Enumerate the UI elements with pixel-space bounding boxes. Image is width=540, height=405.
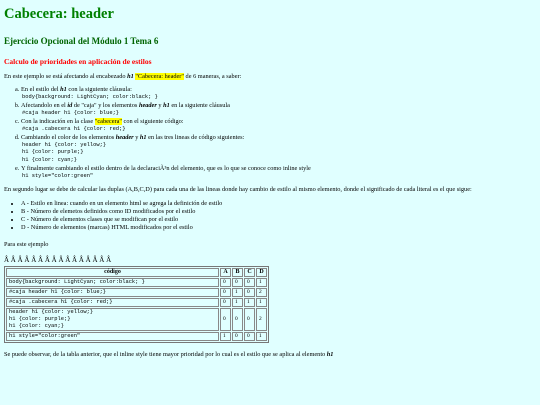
d-cell: 1 — [256, 332, 267, 341]
legend-list — [4, 200, 536, 233]
b-cell: 0 — [232, 332, 243, 341]
header-codigo: código — [6, 268, 219, 277]
a-cell: 1 — [220, 332, 231, 341]
code-line: h1 style="color:green" — [22, 172, 94, 179]
list-item: • C - Número de elementos clases que se modifican por el estilo — [21, 216, 536, 224]
code-cell: h1 style="color:green" — [6, 332, 219, 341]
list-item: b. Afectandolo en el id de "caja" y los elementos header y h1 en la siguiente cláusula #caja header h1 {color: blue;} — [21, 102, 536, 118]
code-cell: #caja header h1 {color: blue;} — [6, 288, 219, 297]
code-line: h1 {color: cyan;} — [22, 156, 77, 163]
list-item: e. Y finalmente cambiando el estilo dentro de la declaraciÃ³n del elemento, que es lo que se conoce como inline style h1 style="color:green" — [21, 165, 536, 181]
list-item: a. En el estilo del h1 con la siguiente cláusula: body{background: LightCyan; color:black; } — [21, 86, 536, 102]
code-cell: header h1 {color: yellow;} h1 {color: purple;} h1 {color: cyan;} — [6, 308, 219, 331]
code-line: #caja .cabecera h1 {color: red;} — [22, 126, 126, 132]
garbled-text: Â Â Â Â Â Â Â Â Â Â Â Â Â Â Â Â — [4, 255, 112, 264]
table-row — [6, 288, 267, 297]
list-item: • A - Estilo en linea: cuando en un elemento html se agrega la definición de estilo — [21, 200, 536, 208]
table-row — [6, 298, 267, 307]
page-subtitle: Ejercicio Opcional del Módulo 1 Tema 6 — [4, 36, 159, 46]
table-header-row — [6, 268, 267, 277]
intro-paragraph: En este ejemplo se está afectando al encabezado h1 "Cabecera: header" de 6 maneras, a saber: — [4, 73, 242, 80]
c-cell: 0 — [244, 278, 255, 287]
b-cell: 0 — [232, 278, 243, 287]
b-cell: 1 — [232, 298, 243, 307]
code-cell: body{background: LightCyan; color:black; } — [6, 278, 219, 287]
list-item: • D - Número de elementos (marcas) HTML modificados por el estilo — [21, 224, 536, 232]
code-line: header h1 {color: yellow;} — [22, 141, 107, 148]
a-cell: 0 — [220, 288, 231, 297]
list-item: d. Cambiando el color de los elementos header y h1 en las tres lineas de código siguientes: header h1 {color: yellow;} h1 {color: purple;} h1 {color: cyan;} — [21, 134, 536, 165]
d-cell: 1 — [256, 278, 267, 287]
code-line: body{background: LightCyan; color:black; } — [22, 94, 158, 101]
page-title: Cabecera: header — [4, 6, 114, 22]
c-cell: 0 — [244, 332, 255, 341]
list-item: • B - Número de elemetos definidos como ID modificados por el estilo — [21, 208, 536, 216]
table-row — [6, 278, 267, 287]
d-cell: 2 — [256, 288, 267, 297]
example-label: Para este ejemplo — [4, 241, 49, 249]
b-cell: 1 — [232, 288, 243, 297]
header-d: D — [256, 268, 267, 277]
c-cell: 0 — [244, 308, 255, 331]
section-heading: Calculo de prioridades en aplicación de estilos — [4, 57, 152, 66]
second-paragraph: En segundo lugar se debe de calcular las duplas (A,B,C,D) para cada una de las lineas donde hay cambio de estilo al mismo elemento, donde el significado de cada literal es el que sigue: — [4, 186, 472, 194]
highlighted-header: "Cabecera: header" — [135, 73, 184, 80]
code-line: #caja header h1 {color: blue;} — [22, 110, 120, 117]
code-cell: #caja .cabecera h1 {color: red;} — [6, 298, 219, 307]
priority-table — [4, 266, 269, 343]
header-b: B — [232, 268, 243, 277]
c-cell: 0 — [244, 288, 255, 297]
table-row — [6, 308, 267, 331]
steps-list — [4, 86, 536, 180]
header-a: A — [220, 268, 231, 277]
conclusion-paragraph: Se puede observar, de la tabla anterior, que el inline style tiene mayor prioridad por lo cual es el estilo que se aplica al elemento h1 — [4, 350, 334, 358]
b-cell: 0 — [232, 308, 243, 331]
d-cell: 1 — [256, 298, 267, 307]
table-row — [6, 332, 267, 341]
c-cell: 1 — [244, 298, 255, 307]
d-cell: 2 — [256, 308, 267, 331]
a-cell: 0 — [220, 298, 231, 307]
a-cell: 0 — [220, 278, 231, 287]
a-cell: 0 — [220, 308, 231, 331]
list-item: c. Con la indicación en la clase "cabecera" con el siguiente código: #caja .cabecera h1 {color: red;} — [21, 118, 536, 134]
header-c: C — [244, 268, 255, 277]
code-line: h1 {color: purple;} — [22, 149, 84, 156]
